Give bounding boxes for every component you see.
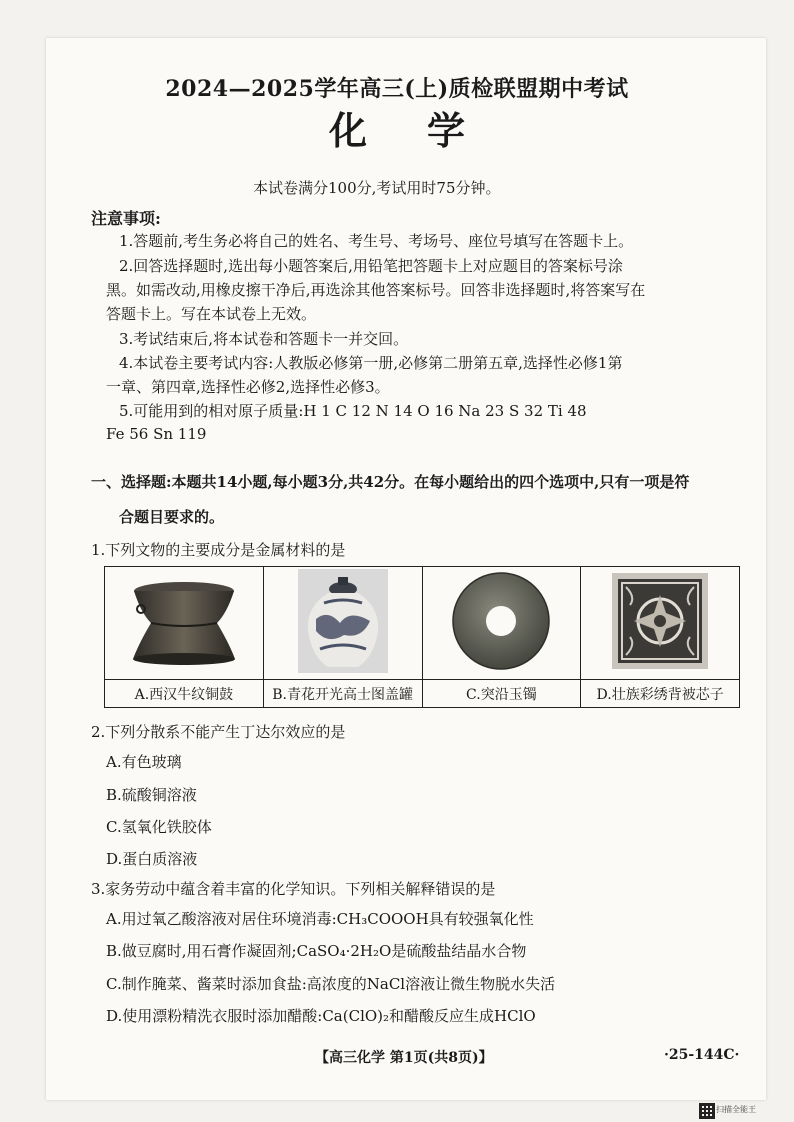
subject-title: 化学 <box>328 108 525 153</box>
page-footer: 【高三化学 第1页(共8页)】 <box>315 1050 493 1066</box>
notice-line: 2.回答选择题时,选出每小题答案后,用铅笔把答题卡上对应题目的答案标号涂 <box>119 257 623 275</box>
notice-line: 一章、第四章,选择性必修2,选择性必修3。 <box>106 378 390 396</box>
notice-line: 1.答题前,考生务必将自己的姓名、考生号、考场号、座位号填写在答题卡上。 <box>119 232 634 250</box>
notice-heading: 注意事项: <box>91 209 161 228</box>
section-heading-cont: 合题目要求的。 <box>119 508 225 526</box>
notice-line: Fe 56 Sn 119 <box>106 425 207 443</box>
option-a: A.用过氧乙酸溶液对居住环境消毒:CH₃COOOH具有较强氧化性 <box>106 910 534 928</box>
section-heading: 一、选择题:本题共14小题,每小题3分,共42分。在每小题给出的四个选项中,只有一项是符 <box>91 473 690 491</box>
option-b: B.硫酸铜溶液 <box>106 786 197 804</box>
option-b: B.青花开光高士图盖罐 <box>263 680 422 708</box>
scanner-watermark: 扫描全能王 <box>716 1105 756 1114</box>
exam-info: 本试卷满分100分,考试用时75分钟。 <box>253 179 501 197</box>
option-a: A.西汉牛纹铜鼓 <box>105 680 264 708</box>
qr-code-icon <box>699 1103 715 1119</box>
option-c: C.突沿玉镯 <box>422 680 581 708</box>
option-c: C.制作腌菜、酱菜时添加食盐:高浓度的NaCl溶液让微生物脱水失活 <box>106 975 556 993</box>
option-c: C.氢氧化铁胶体 <box>106 818 212 836</box>
question-1-options-table <box>104 566 740 708</box>
exam-title: 2024—2025学年高三(上)质检联盟期中考试 <box>165 76 629 102</box>
blue-white-jar-image <box>263 567 422 680</box>
question-3-stem: 3.家务劳动中蕴含着丰富的化学知识。下列相关解释错误的是 <box>91 880 496 898</box>
option-d: D.蛋白质溶液 <box>106 850 198 868</box>
paper-code: ·25-144C· <box>664 1047 740 1063</box>
notice-line: 4.本试卷主要考试内容:人教版必修第一册,必修第二册第五章,选择性必修1第 <box>119 354 623 372</box>
option-d: D.壮族彩绣背被芯子 <box>581 680 740 708</box>
notice-line: 5.可能用到的相对原子质量:H 1 C 12 N 14 O 16 Na 23 S 32 Ti 48 <box>119 402 587 420</box>
notice-line: 黑。如需改动,用橡皮擦干净后,再选涂其他答案标号。回答非选择题时,将答案写在 <box>106 281 646 299</box>
bronze-drum-image <box>105 567 264 680</box>
option-d: D.使用漂粉精洗衣服时添加醋酸:Ca(ClO)₂和醋酸反应生成HClO <box>106 1007 536 1025</box>
option-b: B.做豆腐时,用石膏作凝固剂;CaSO₄·2H₂O是硫酸盐结晶水合物 <box>106 942 527 960</box>
option-a: A.有色玻璃 <box>106 753 182 771</box>
question-2-stem: 2.下列分散系不能产生丁达尔效应的是 <box>91 723 346 741</box>
notice-line: 答题卡上。写在本试卷上无效。 <box>106 305 317 323</box>
jade-bracelet-image <box>422 567 581 680</box>
embroidered-panel-image <box>581 567 740 680</box>
question-1-stem: 1.下列文物的主要成分是金属材料的是 <box>91 541 346 559</box>
notice-line: 3.考试结束后,将本试卷和答题卡一并交回。 <box>119 330 409 348</box>
